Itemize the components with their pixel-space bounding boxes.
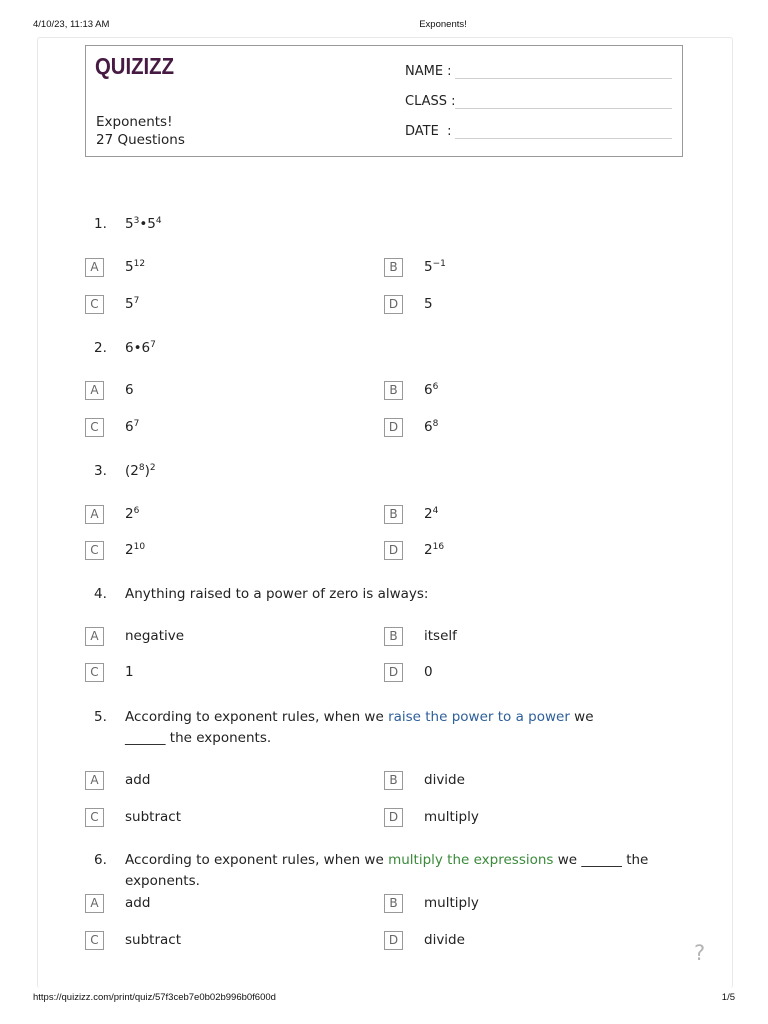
page-number: 1/5 [721, 992, 735, 1003]
svg-text:QUIZIZZ: QUIZIZZ [95, 53, 174, 79]
print-datetime: 4/10/23, 11:13 AM [33, 19, 110, 30]
question-text: Anything raised to a power of zero is always: [125, 586, 429, 602]
option-letter-box: A [85, 381, 104, 400]
worksheet-header-box [85, 45, 683, 157]
option-text: divide [424, 772, 465, 788]
question-number: 4. [94, 586, 107, 602]
option-text: 5 [424, 296, 433, 312]
option-text: multiply [424, 895, 479, 911]
option-text: add [125, 772, 151, 788]
option-letter-box: D [384, 663, 403, 682]
quiz-title-block [96, 113, 185, 149]
option-letter-box: C [85, 931, 104, 950]
highlighted-phrase: multiply the expressions [388, 852, 554, 868]
option-text: $5^{12}$ [125, 259, 146, 275]
option-text: subtract [125, 809, 181, 825]
question-text: $5^3•5^4$ [125, 216, 162, 232]
highlighted-phrase: raise the power to a power [388, 709, 570, 725]
option-letter-box: D [384, 931, 403, 950]
option-text: $6^6$ [424, 382, 439, 398]
option-letter-box: C [85, 418, 104, 437]
option-text: $5^{-1}$ [424, 259, 446, 275]
print-title: Exponents! [419, 19, 467, 30]
option-letter-box: C [85, 663, 104, 682]
date-label: DATE : [405, 124, 452, 139]
option-letter-box: D [384, 295, 403, 314]
option-text: 1 [125, 664, 134, 680]
print-url[interactable]: https://quizizz.com/print/quiz/57f3ceb7e0b02b996b0f600d [33, 992, 276, 1003]
class-label: CLASS : [405, 94, 456, 109]
question-text: According to exponent rules, when we raise the power to a power we ______ the exponents. [125, 709, 594, 746]
option-text: $2^{10}$ [125, 542, 146, 558]
name-line[interactable] [455, 78, 672, 79]
option-letter-box: D [384, 418, 403, 437]
option-letter-box: B [384, 627, 403, 646]
option-text: $2^{16}$ [424, 542, 445, 558]
date-line[interactable] [455, 138, 672, 139]
question-text: $6•6^7$ [125, 340, 156, 356]
question-number: 5. [94, 709, 107, 725]
option-text: $2^4$ [424, 506, 439, 522]
option-text: itself [424, 628, 457, 644]
option-text: negative [125, 628, 185, 644]
option-letter-box: C [85, 808, 104, 827]
class-line[interactable] [455, 108, 672, 109]
question-number: 2. [94, 340, 107, 356]
quiz-title: Exponents! [96, 114, 173, 130]
option-letter-box: B [384, 771, 403, 790]
question-number: 6. [94, 852, 107, 868]
question-number: 3. [94, 463, 107, 479]
option-text: $6^7$ [125, 419, 140, 435]
option-text: 6 [125, 382, 134, 398]
option-letter-box: A [85, 258, 104, 277]
option-text: add [125, 895, 151, 911]
option-letter-box: A [85, 771, 104, 790]
option-text: 0 [424, 664, 433, 680]
option-letter-box: B [384, 894, 403, 913]
option-text: divide [424, 932, 465, 948]
option-letter-box: D [384, 808, 403, 827]
option-text: $6^8$ [424, 419, 439, 435]
option-letter-box: C [85, 295, 104, 314]
option-letter-box: B [384, 258, 403, 277]
option-letter-box: B [384, 381, 403, 400]
help-icon[interactable]: ? [694, 941, 706, 965]
option-letter-box: B [384, 505, 403, 524]
option-letter-box: A [85, 505, 104, 524]
question-number: 1. [94, 216, 107, 232]
question-text: According to exponent rules, when we multiply the expressions we ______ the exponents. [125, 852, 649, 889]
question-text: $(2^8)^2$ [125, 463, 156, 479]
quizizz-logo [95, 52, 179, 82]
option-letter-box: A [85, 894, 104, 913]
option-text: subtract [125, 932, 181, 948]
question-count: 27 Questions [96, 132, 185, 148]
option-text: $2^6$ [125, 506, 140, 522]
name-label: NAME : [405, 64, 452, 79]
option-letter-box: D [384, 541, 403, 560]
option-text: multiply [424, 809, 479, 825]
option-letter-box: A [85, 627, 104, 646]
option-text: $5^7$ [125, 296, 140, 312]
option-letter-box: C [85, 541, 104, 560]
